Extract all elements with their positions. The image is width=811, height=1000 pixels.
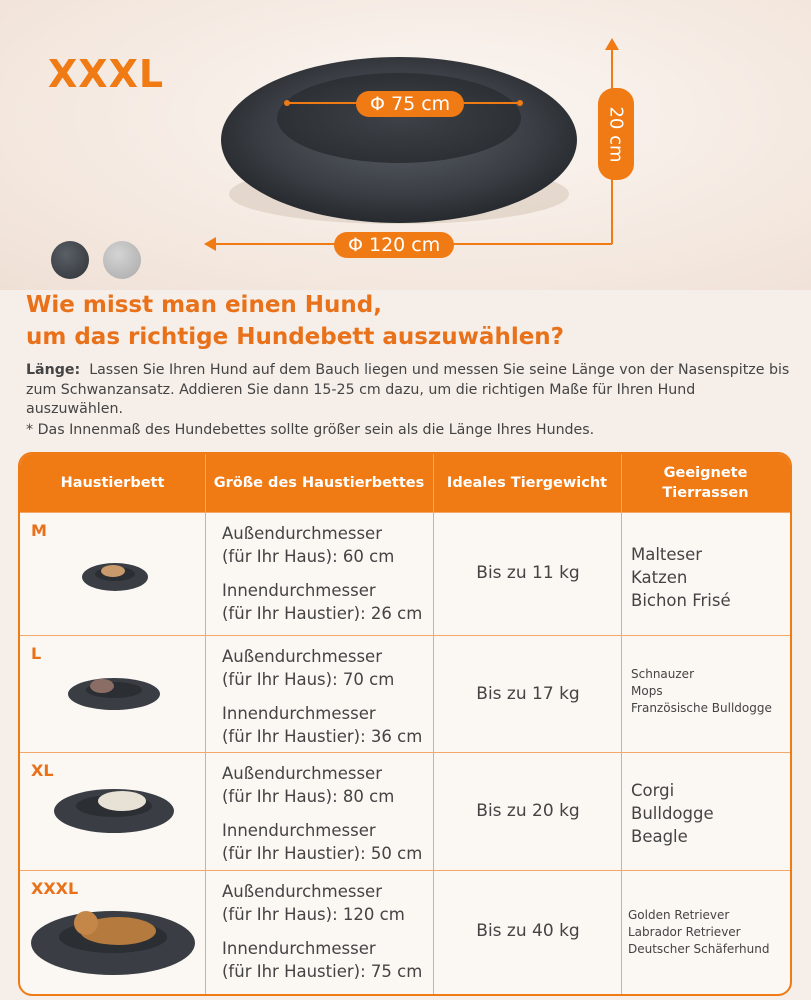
- row-size: L: [31, 644, 42, 663]
- weight: Bis zu 40 kg: [476, 921, 580, 941]
- column-divider: [621, 454, 622, 994]
- size-info: Außendurchmesser (für Ihr Haus): 70 cm Innendurchmesser (für Ihr Haustier): 36 cm: [222, 647, 423, 746]
- breed-list: Corgi Bulldogge Beagle: [631, 781, 714, 846]
- header-breeds: Geeignete Tierrassen: [662, 465, 749, 501]
- height-label: 20 cm: [598, 88, 634, 180]
- table-header: [20, 454, 790, 512]
- breed-list: Golden Retriever Labrador Retriever Deutscher Schäferhund: [628, 908, 770, 956]
- size-tag: XXXL: [48, 52, 165, 96]
- column-divider: [205, 454, 206, 994]
- inner-size-note: * Das Innenmaß des Hundebettes sollte größer sein als die Länge Ihres Hundes.: [26, 422, 595, 438]
- table-row: [20, 870, 790, 996]
- breed-list: Malteser Katzen Bichon Frisé: [631, 545, 731, 610]
- row-size: XL: [31, 761, 54, 780]
- size-table: [18, 452, 792, 996]
- row-size: XXXL: [31, 879, 79, 898]
- table-row: [20, 752, 790, 870]
- header-bed: Haustierbett: [60, 475, 165, 491]
- weight: Bis zu 17 kg: [476, 684, 580, 704]
- inner-diameter-label: Φ 75 cm: [356, 91, 464, 117]
- row-size: M: [31, 521, 47, 540]
- size-info: Außendurchmesser (für Ihr Haus): 60 cm Innendurchmesser (für Ihr Haustier): 26 cm: [222, 524, 423, 623]
- column-divider: [433, 454, 434, 994]
- header-size: Größe des Haustierbettes: [213, 475, 425, 491]
- hero-section: [0, 0, 811, 290]
- table-row: [20, 512, 790, 635]
- size-info: Außendurchmesser (für Ihr Haus): 80 cm Innendurchmesser (für Ihr Haustier): 50 cm: [222, 764, 423, 863]
- bed-thumbnail: [66, 672, 162, 712]
- page-title: Wie misst man einen Hund, um das richtige Hundebett auszuwählen?: [26, 292, 565, 350]
- measure-instructions: [26, 361, 796, 420]
- color-swatch-dark[interactable]: [51, 241, 89, 279]
- length-label: Länge:: [26, 362, 81, 378]
- size-info: Außendurchmesser (für Ihr Haus): 120 cm Innendurchmesser (für Ihr Haustier): 75 cm: [222, 882, 423, 981]
- length-text: Lassen Sie Ihren Hund auf dem Bauch liegen und messen Sie seine Länge von der Nasenspitze bis zum Schwanzansatz. Addieren Sie dann 15-25 cm dazu, um die richtigen Maße für Ihren Hund auszuwählen.: [26, 362, 790, 417]
- color-swatch-light[interactable]: [103, 241, 141, 279]
- table-row: [20, 635, 790, 752]
- outer-diameter-label: Φ 120 cm: [334, 232, 454, 258]
- breed-list: Schnauzer Mops Französische Bulldogge: [631, 667, 772, 715]
- bed-thumbnail: [28, 899, 198, 979]
- weight: Bis zu 11 kg: [476, 563, 580, 583]
- header-weight: Ideales Tiergewicht: [446, 475, 608, 491]
- bed-thumbnail: [80, 559, 150, 593]
- weight: Bis zu 20 kg: [476, 801, 580, 821]
- bed-thumbnail: [52, 781, 176, 835]
